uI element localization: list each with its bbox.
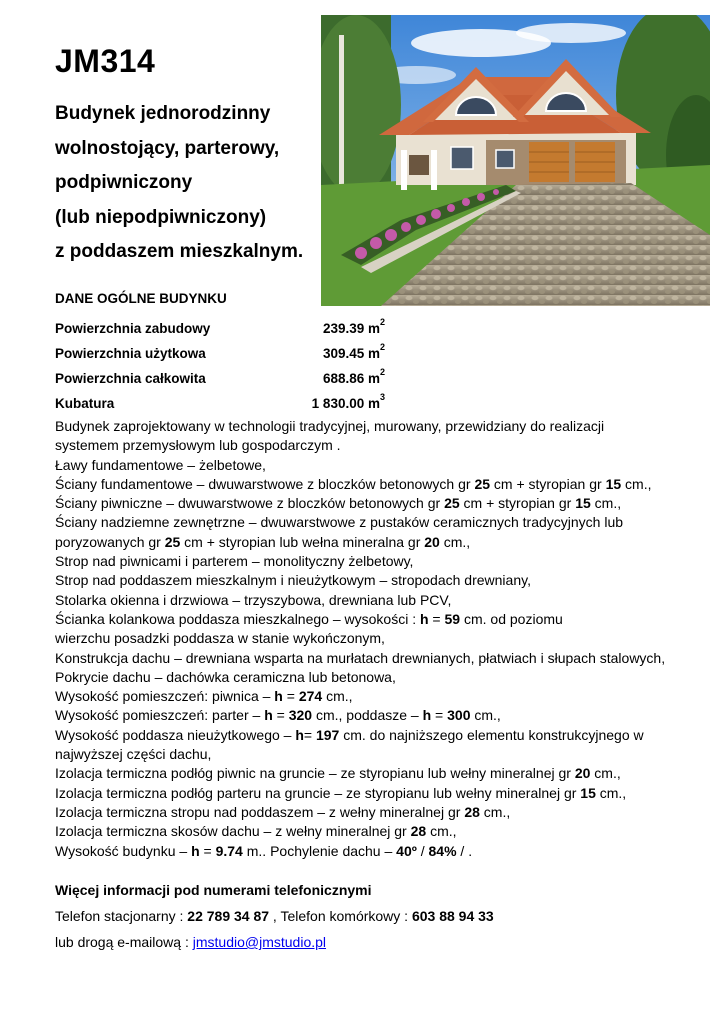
description-line bbox=[55, 668, 695, 687]
description-text: Izolacja termiczna stropu nad poddaszem – z wełny mineralnej gr bbox=[55, 803, 465, 820]
description-value: h bbox=[191, 842, 200, 859]
description-text: Stolarka okienna i drzwiowa – trzyszybowa, drewniana lub PCV, bbox=[55, 591, 452, 608]
description-value: 9.74 bbox=[215, 842, 243, 859]
general-data-header: DANE OGÓLNE BUDYNKU bbox=[55, 291, 227, 306]
description-value: h bbox=[295, 726, 304, 743]
description-text: = bbox=[282, 688, 299, 705]
description-text: = bbox=[303, 726, 316, 743]
description-line bbox=[55, 842, 695, 861]
email-link[interactable]: jmstudio@jmstudio.pl bbox=[192, 934, 327, 950]
description-value: 15 bbox=[605, 475, 622, 492]
description-line bbox=[55, 726, 695, 745]
description-text: Pokrycie dachu – dachówka ceramiczna lub betonowa, bbox=[55, 668, 396, 685]
description-line bbox=[55, 533, 695, 552]
description-text: Budynek zaprojektowany w technologii tradycyjnej, murowany, przewidziany do realizacji bbox=[55, 418, 605, 434]
stats-label: Kubatura bbox=[55, 396, 115, 411]
stats-label: Powierzchnia użytkowa bbox=[55, 346, 206, 361]
description-text: = bbox=[431, 707, 448, 724]
stats-label: Powierzchnia zabudowy bbox=[55, 321, 211, 336]
stats-row bbox=[55, 338, 435, 363]
description-line bbox=[55, 610, 695, 629]
description-text: Izolacja termiczna skosów dachu – z wełny mineralnej gr bbox=[55, 823, 411, 840]
email-label: lub drogą e-mailową : bbox=[55, 934, 193, 950]
description-text: Ławy fundamentowe – żelbetowe, bbox=[55, 456, 266, 473]
description-text: cm + styropian gr bbox=[459, 495, 576, 512]
description-text: cm., bbox=[426, 823, 457, 840]
subtitle-line: Budynek jednorodzinny bbox=[55, 103, 271, 124]
description-text: Ściany piwniczne – dwuwarstwowe z bloczków betonowych gr bbox=[55, 495, 445, 512]
phone-line bbox=[55, 906, 695, 926]
description-text: / bbox=[416, 842, 429, 859]
description-line bbox=[55, 745, 695, 764]
subtitle-line: wolnostojący, parterowy, bbox=[55, 137, 280, 159]
stats-row bbox=[55, 363, 435, 388]
description-text: Ściany nadziemne zewnętrzne – dwuwarstwowe z pustaków ceramicznych tradycyjnych lub bbox=[55, 514, 624, 531]
description-line bbox=[55, 436, 695, 455]
description-line bbox=[55, 764, 695, 783]
description-text: m.. Pochylenie dachu – bbox=[242, 842, 397, 859]
general-building-data bbox=[55, 292, 435, 413]
description-text: Strop nad piwnicami i parterem – monolityczny żelbetowy, bbox=[55, 553, 414, 570]
description-value: 20 bbox=[424, 533, 440, 550]
subtitle-line: (lub niepodpiwniczony) bbox=[55, 206, 267, 228]
description-text: cm + styropian gr bbox=[490, 475, 606, 492]
contact-section bbox=[55, 880, 695, 952]
technical-description bbox=[55, 417, 695, 861]
house-rendering-image bbox=[321, 15, 710, 306]
project-title: JM314 bbox=[55, 43, 156, 79]
description-text: cm., bbox=[621, 475, 652, 492]
description-line bbox=[55, 706, 695, 725]
description-value: 300 bbox=[447, 707, 471, 724]
stats-value: 239.39 $m^2$ bbox=[322, 317, 385, 336]
description-line bbox=[55, 475, 695, 494]
description-value: h bbox=[274, 688, 283, 705]
description-text: Ścianka kolankowa poddasza mieszkalnego – wysokości : bbox=[55, 610, 420, 627]
mobile-number: 603 88 94 33 bbox=[411, 908, 494, 924]
description-text: cm. od poziomu bbox=[460, 610, 563, 627]
description-line bbox=[55, 687, 695, 706]
description-value: 59 bbox=[444, 610, 461, 627]
description-text: Izolacja termiczna podłóg piwnic na gruncie – ze styropianu lub wełny mineralnej gr bbox=[55, 765, 575, 782]
description-line bbox=[55, 803, 695, 822]
description-line bbox=[55, 571, 695, 590]
email-line bbox=[55, 932, 695, 952]
description-line bbox=[55, 417, 695, 436]
description-text: Strop nad poddaszem mieszkalnym i nieużytkowym – stropodach drewniany, bbox=[55, 572, 531, 589]
description-text: cm., bbox=[322, 688, 353, 705]
description-value: 25 bbox=[474, 475, 491, 492]
landline-label: Telefon stacjonarny : bbox=[55, 908, 188, 924]
description-value: h bbox=[419, 610, 429, 627]
description-line bbox=[55, 456, 695, 475]
description-value: 274 bbox=[298, 688, 323, 705]
description-line bbox=[55, 649, 695, 668]
stats-value: 1 830.00 $m^3$ bbox=[311, 392, 385, 411]
description-value: 20 bbox=[574, 765, 591, 782]
description-value: h bbox=[264, 707, 273, 724]
stats-label: Powierzchnia całkowita bbox=[55, 371, 206, 386]
description-value: 15 bbox=[580, 784, 596, 801]
description-text: cm., bbox=[590, 765, 621, 782]
description-text: wierzchu posadzki poddasza w stanie wykończonym, bbox=[55, 630, 385, 647]
description-value: 28 bbox=[410, 823, 427, 840]
subtitle-line: z poddaszem mieszkalnym. bbox=[55, 241, 304, 262]
stats-row bbox=[55, 313, 435, 338]
description-value: 197 bbox=[315, 726, 340, 743]
contact-header: Więcej informacji pod numerami telefonicznymi bbox=[55, 882, 372, 898]
description-value: 28 bbox=[464, 803, 480, 820]
description-line bbox=[55, 784, 695, 803]
description-text: systemem przemysłowym lub gospodarczym . bbox=[55, 437, 341, 454]
mobile-label: , Telefon komórkowy : bbox=[269, 908, 412, 924]
description-text: Wysokość poddasza nieużytkowego – bbox=[55, 726, 296, 743]
building-description-heading bbox=[55, 97, 325, 270]
stats-row bbox=[55, 388, 435, 413]
description-text: cm., bbox=[590, 495, 622, 512]
description-text: Wysokość pomieszczeń: piwnica – bbox=[55, 688, 275, 705]
stats-value: 309.45 $m^2$ bbox=[322, 342, 385, 361]
description-line bbox=[55, 629, 695, 648]
description-line bbox=[55, 591, 695, 610]
description-value: h bbox=[422, 707, 432, 724]
landline-number: 22 789 34 87 bbox=[187, 908, 270, 924]
description-line bbox=[55, 822, 695, 841]
description-value: 40º bbox=[396, 842, 417, 859]
description-text: najwyższej części dachu, bbox=[55, 746, 212, 763]
description-text: / . bbox=[456, 842, 473, 859]
description-text: cm., bbox=[470, 707, 501, 724]
description-text: Wysokość pomieszczeń: parter – bbox=[55, 707, 265, 724]
description-text: cm., bbox=[439, 533, 471, 550]
description-text: Izolacja termiczna podłóg parteru na gruncie – ze styropianu lub wełny mineralnej gr bbox=[55, 784, 581, 801]
description-text: cm., poddasze – bbox=[312, 707, 423, 724]
subtitle-line: podpiwniczony bbox=[55, 172, 193, 193]
description-line bbox=[55, 513, 695, 532]
description-text: = bbox=[428, 610, 445, 627]
description-text: cm., bbox=[595, 784, 627, 801]
description-text: = bbox=[272, 707, 289, 724]
description-line bbox=[55, 494, 695, 513]
description-text: = bbox=[199, 842, 216, 859]
description-text: Konstrukcja dachu – drewniana wsparta na murłatach drewnianych, płatwiach i słupach stalowych, bbox=[55, 649, 666, 666]
description-value: 15 bbox=[575, 495, 591, 512]
description-value: 84% bbox=[428, 842, 457, 859]
description-text: cm., bbox=[479, 803, 511, 820]
description-line bbox=[55, 552, 695, 571]
description-text: poryzowanych gr bbox=[55, 533, 165, 550]
description-text: Wysokość budynku – bbox=[55, 842, 192, 859]
description-text: Ściany fundamentowe – dwuwarstwowe z bloczków betonowych gr bbox=[55, 475, 475, 492]
description-text: cm + styropian lub wełna mineralna gr bbox=[180, 533, 425, 550]
description-value: 25 bbox=[164, 533, 181, 550]
description-value: 320 bbox=[288, 707, 313, 724]
stats-value: 688.86 $m^2$ bbox=[322, 367, 385, 386]
description-text: cm. do najniższego elementu konstrukcyjnego w bbox=[339, 726, 644, 743]
description-value: 25 bbox=[444, 495, 460, 512]
